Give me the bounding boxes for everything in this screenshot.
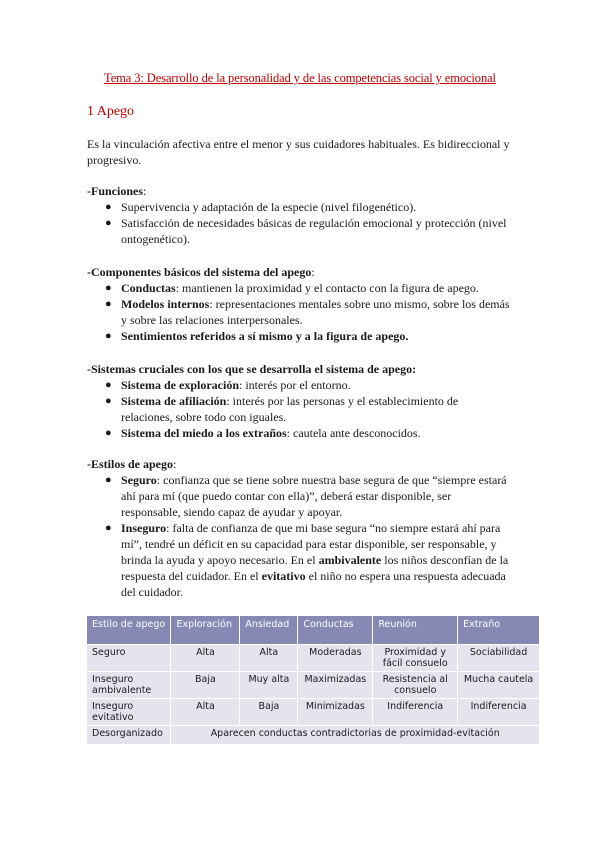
bullet-icon: ● xyxy=(105,379,112,391)
bullet-icon: ● xyxy=(105,427,112,439)
table-cell: Alta xyxy=(171,645,240,672)
term: Seguro xyxy=(121,473,157,487)
table-cell: Muy alta xyxy=(240,672,298,699)
table-header-cell: Reunión xyxy=(373,616,458,645)
table-cell: Alta xyxy=(171,699,240,726)
colon: : xyxy=(143,184,147,198)
sistemas-label: -Sistemas cruciales con los que se desarrolla el sistema de apego: xyxy=(87,362,417,376)
componentes-list xyxy=(103,280,523,344)
term: evitativo xyxy=(261,569,306,583)
bullet-icon: ● xyxy=(105,395,112,407)
list-item xyxy=(103,393,523,425)
list-item xyxy=(103,215,523,247)
table-header-row xyxy=(87,616,540,645)
table-cell: Mucha cautela xyxy=(458,672,540,699)
list-item-text: brinda la ayuda y apoyo necesario. En el xyxy=(121,553,319,567)
bullet-icon: ● xyxy=(105,298,112,310)
term: Modelos internos xyxy=(121,297,210,311)
table-cell: Proximidad y fácil consuelo xyxy=(373,645,458,672)
funciones-label: -Funciones xyxy=(87,184,144,198)
table-header-cell: Extraño xyxy=(458,616,540,645)
intro-line: progresivo. xyxy=(87,153,142,167)
bullet-icon: ● xyxy=(105,474,112,486)
bullet-icon: ● xyxy=(105,201,112,213)
table-cell: Desorganizado xyxy=(87,726,171,745)
intro-line: Es la vinculación afectiva entre el menor y sus cuidadores habituales. Es bidireccional y xyxy=(87,137,510,151)
term: Sistema de exploración xyxy=(121,378,239,392)
term: ambivalente xyxy=(318,553,382,567)
table-cell: Baja xyxy=(240,699,298,726)
term: Sistema de afiliación xyxy=(121,394,227,408)
table-cell: Indiferencia xyxy=(373,699,458,726)
list-item-text: responsable, siendo capaz de ayudar y apoyar. xyxy=(121,505,343,519)
term: Inseguro xyxy=(121,521,167,535)
list-item-text: : interés por las personas y el establecimiento de xyxy=(226,394,459,408)
bullet-icon: ● xyxy=(105,522,112,534)
componentes-label: -Componentes básicos del sistema del apego xyxy=(87,265,312,279)
sistemas-heading xyxy=(87,361,416,377)
list-item-text: y sobre las relaciones interpersonales. xyxy=(121,313,303,327)
list-item-text: : falta de confianza de que mi base segura “no siempre estará ahí para xyxy=(166,521,501,535)
list-item xyxy=(103,296,523,328)
list-item-text: ahí para mí (que puedo contar con ella)”, deberá estar disponible, ser xyxy=(121,489,452,503)
table-cell: Resistencia al consuelo xyxy=(373,672,458,699)
table-row xyxy=(87,645,540,672)
table-cell: Aparecen conductas contradictorias de proximidad-evitación xyxy=(171,726,540,745)
list-item-text: Satisfacción de necesidades básicas de regulación emocional y protección (nivel xyxy=(121,216,507,230)
intro-paragraph xyxy=(87,136,517,168)
table-cell: Alta xyxy=(240,645,298,672)
list-item xyxy=(103,328,523,344)
list-item-text: : confianza que se tiene sobre nuestra base segura de que “siempre estará xyxy=(156,473,507,487)
table-cell: Inseguro ambivalente xyxy=(87,672,171,699)
table-cell: Minimizadas xyxy=(298,699,373,726)
table-cell: Seguro xyxy=(87,645,171,672)
estilos-label: -Estilos de apego xyxy=(87,457,174,471)
table-row xyxy=(87,672,540,699)
table-cell: Maximizadas xyxy=(298,672,373,699)
table-header-cell: Estilo de apego xyxy=(87,616,171,645)
list-item-text: respuesta del cuidador. En el xyxy=(121,569,262,583)
term: Conductas xyxy=(121,281,176,295)
list-item-text: del cuidador. xyxy=(121,585,183,599)
list-item xyxy=(103,520,523,600)
estilos-list xyxy=(103,472,523,600)
funciones-list xyxy=(103,199,523,247)
list-item xyxy=(103,199,523,215)
list-item xyxy=(103,425,523,441)
table-header-cell: Conductas xyxy=(298,616,373,645)
list-item xyxy=(103,377,523,393)
document-title: Tema 3: Desarrollo de la personalidad y de las competencias social y emocional xyxy=(104,71,496,85)
list-item-text: los niños desconfían de la xyxy=(381,553,509,567)
list-item-text: Supervivencia y adaptación de la especie (nivel filogenético). xyxy=(121,200,417,214)
list-item-text: : interés por el entorno. xyxy=(239,378,351,392)
term: Sistema del miedo a los extraños xyxy=(121,426,287,440)
attachment-styles-table xyxy=(87,616,540,744)
table-cell: Baja xyxy=(171,672,240,699)
table-header-cell: Ansiedad xyxy=(240,616,298,645)
bullet-icon: ● xyxy=(105,282,112,294)
list-item-text: el niño no espera una respuesta adecuada xyxy=(305,569,506,583)
bullet-icon: ● xyxy=(105,330,112,342)
list-item xyxy=(103,472,523,520)
list-item-text: : mantienen la proximidad y el contacto con la figura de apego. xyxy=(175,281,479,295)
funciones-heading xyxy=(87,183,146,199)
table-cell: Sociabilidad xyxy=(458,645,540,672)
section-heading: 1 Apego xyxy=(87,104,135,119)
table-cell: Moderadas xyxy=(298,645,373,672)
sistemas-list xyxy=(103,377,523,441)
list-item-text: relaciones, sobre todo con iguales. xyxy=(121,410,287,424)
table-row xyxy=(87,726,540,745)
list-item-text: mí”, tendré un déficit en su capacidad para estar disponible, ser responsable, y xyxy=(121,537,497,551)
list-item xyxy=(103,280,523,296)
term: Sentimientos referidos a sí mismo y a la figura de apego. xyxy=(121,329,409,343)
list-item-text: : representaciones mentales sobre uno mismo, sobre los demás xyxy=(209,297,510,311)
colon: : xyxy=(173,457,177,471)
table-row xyxy=(87,699,540,726)
componentes-heading xyxy=(87,264,315,280)
estilos-heading xyxy=(87,456,176,472)
table-header-cell: Exploración xyxy=(171,616,240,645)
table-cell: Inseguro evitativo xyxy=(87,699,171,726)
colon: : xyxy=(311,265,315,279)
table-cell: Indiferencia xyxy=(458,699,540,726)
list-item-text: ontogenético). xyxy=(121,232,190,246)
list-item-text: : cautela ante desconocidos. xyxy=(286,426,421,440)
bullet-icon: ● xyxy=(105,217,112,229)
